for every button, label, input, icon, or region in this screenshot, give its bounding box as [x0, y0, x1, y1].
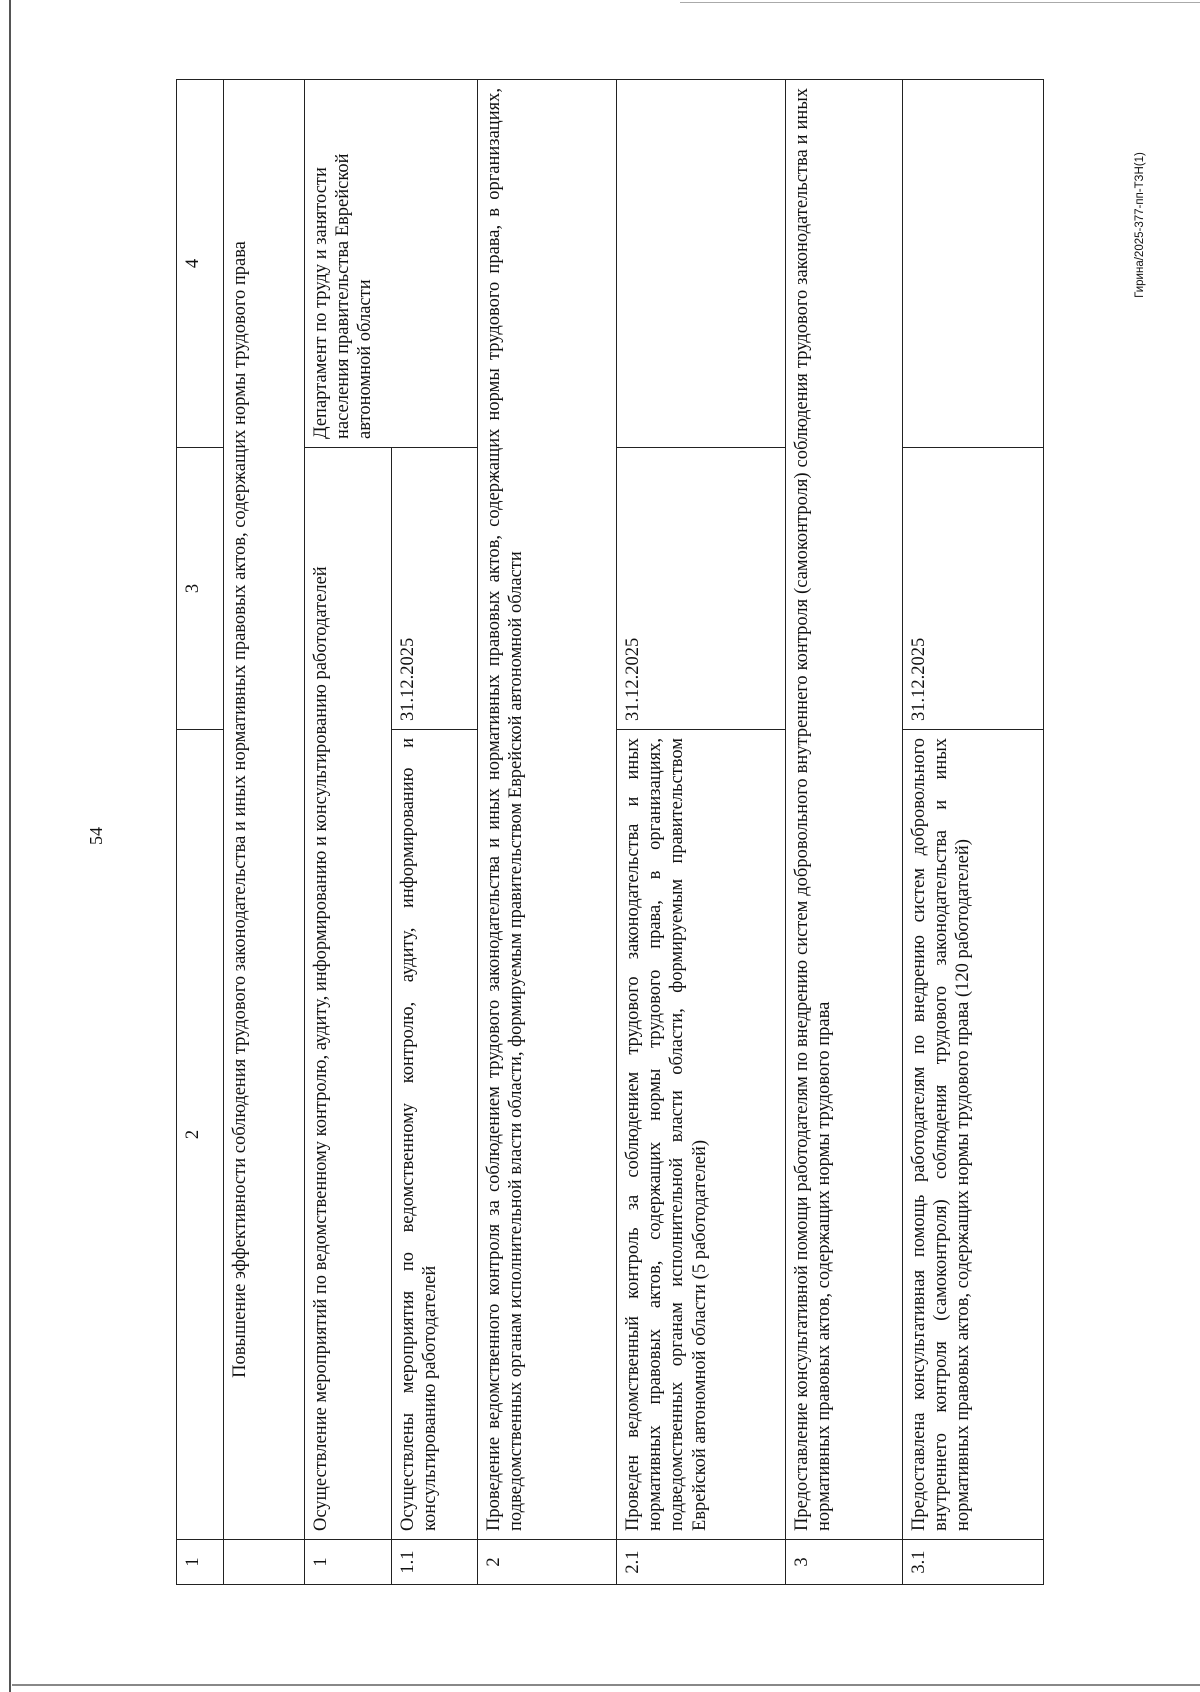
row-number: 3.1	[903, 1540, 1044, 1585]
row-number: 2	[478, 1540, 617, 1585]
table-row	[903, 80, 1044, 1585]
section-title: Повышение эффективности соблюдения трудового законодательства и иных нормативных правовых актов, содержащих нормы трудового права	[223, 80, 304, 1540]
document-code-text: Гирина/2025-377-пп-ТЗН(1)	[1134, 152, 1146, 298]
table-row	[616, 80, 785, 1585]
page-number: 54	[86, 827, 106, 845]
row-text: Предоставлена консультативная помощь работодателям по внедрению систем добровольного внутреннего контроля (самоконтроля) соблюдения трудового законодательства и иных нормативных правовых актов, содержащих нормы трудового права (120 работодателей)	[903, 730, 1044, 1540]
row-text: Предоставление консультативной помощи работодателям по внедрению систем добровольного внутреннего контроля (самоконтроля) соблюдения трудового законодательства и иных нормативных правовых актов, содержащих нормы трудового права	[786, 80, 903, 1540]
section-empty-cell	[223, 1540, 304, 1585]
responsible-cell: Департамент по труду и занятости населения правительства Еврейской автономной области	[304, 80, 477, 448]
activities-table	[176, 79, 1044, 1585]
table-header-row	[177, 80, 224, 1585]
header-col-3: 3	[177, 448, 224, 730]
row-number: 2.1	[616, 1540, 785, 1585]
rotated-table	[176, 80, 1044, 1585]
header-col-2: 2	[177, 730, 224, 1540]
row-text: Проведен ведомственный контроль за соблюдением трудового законодательства и иных нормативных правовых актов, содержащих нормы трудового права, в организациях, подведомственных органам исполнительной власти области, формируемым правительством Еврейской автономной области (5 работодателей)	[616, 730, 785, 1540]
table-row	[786, 80, 903, 1585]
empty-cell	[616, 80, 785, 448]
page-bottom-edge-line	[12, 1684, 1200, 1686]
row-text: Осуществлены мероприятия по ведомственному контролю, аудиту, информированию и консультированию работодателей	[391, 730, 478, 1540]
table-row	[304, 80, 391, 1585]
header-col-4: 4	[177, 80, 224, 448]
empty-cell	[903, 80, 1044, 448]
row-date: 31.12.2025	[903, 448, 1044, 730]
page-left-edge-line	[9, 0, 11, 1692]
rotated-table-wrapper	[176, 80, 1044, 1585]
table-row	[478, 80, 617, 1585]
page-top-edge-line	[680, 2, 1200, 3]
row-date: 31.12.2025	[391, 448, 478, 730]
section-row	[223, 80, 304, 1585]
row-date: 31.12.2025	[616, 448, 785, 730]
document-code	[1110, 152, 1170, 298]
header-col-1: 1	[177, 1540, 224, 1585]
row-text: Проведение ведомственного контроля за соблюдением трудового законодательства и иных нормативных правовых актов, содержащих нормы трудового права, в организациях, подведомственных органам исполнительной власти области, формируемым правительством Еврейской автономной области	[478, 80, 617, 1540]
row-number: 1	[304, 1540, 391, 1585]
row-text: Осуществление мероприятий по ведомственному контролю, аудиту, информированию и консультированию работодателей	[304, 448, 391, 1540]
row-number: 1.1	[391, 1540, 478, 1585]
row-number: 3	[786, 1540, 903, 1585]
